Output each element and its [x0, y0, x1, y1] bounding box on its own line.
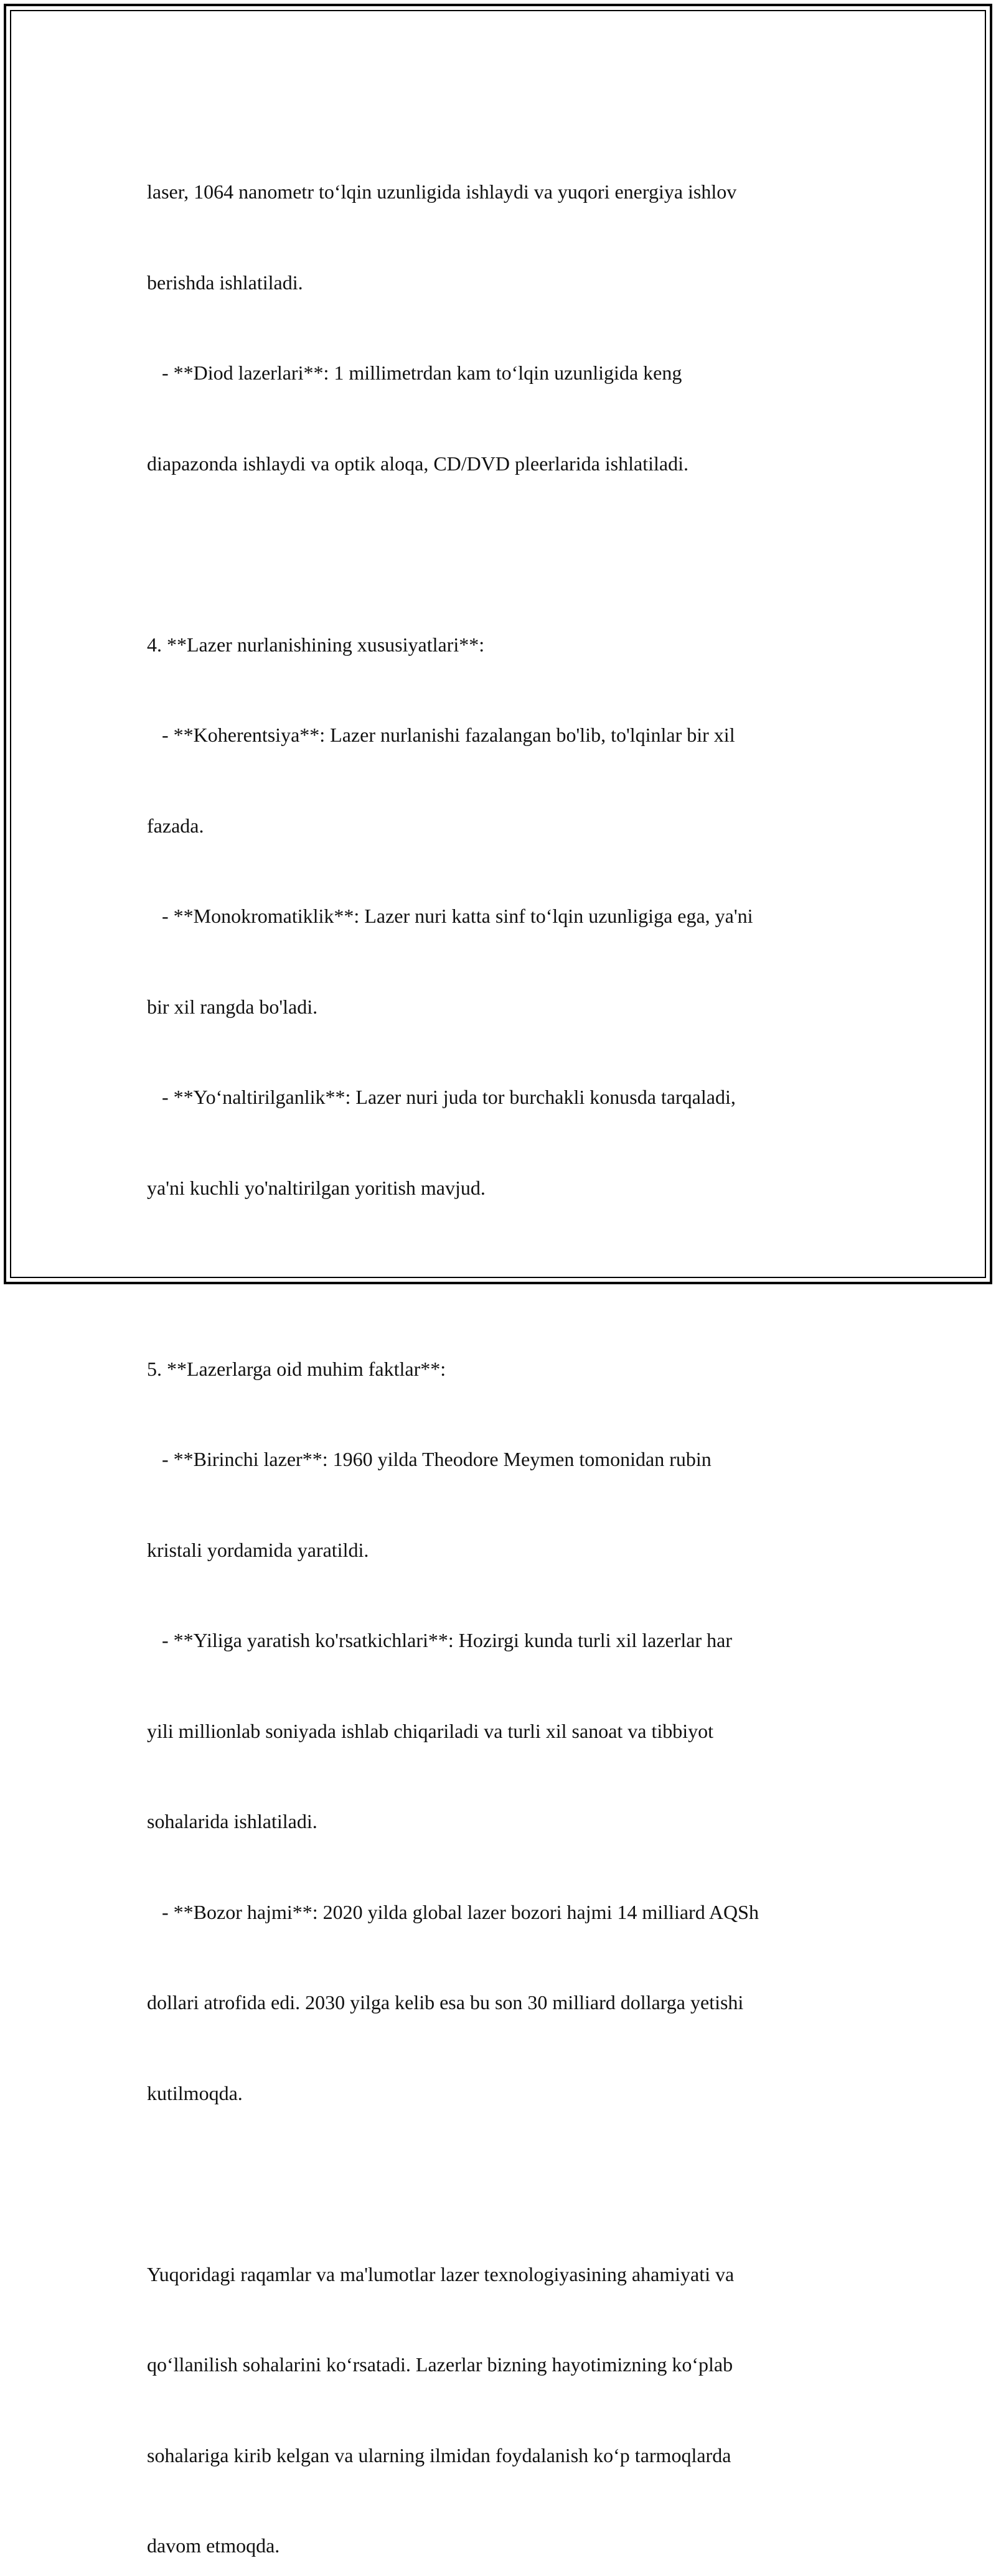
text-line: ya'ni kuchli yo'naltirilgan yoritish mavjud. — [147, 1176, 486, 1199]
conclusion-line: qo‘llanilish sohalarini ko‘rsatadi. Lazerlar bizning hayotimizning ko‘plab — [147, 2353, 733, 2376]
text-line: - **Monokromatiklik**: Lazer nuri katta sinf to‘lqin uzunligiga ega, ya'ni — [147, 905, 753, 927]
document-body — [147, 116, 857, 2576]
text-line: - **Yo‘naltirilganlik**: Lazer nuri juda tor burchakli konusda tarqaladi, — [147, 1086, 736, 1108]
conclusion-line: davom etmoqda. — [147, 2534, 280, 2557]
text-line: - **Bozor hajmi**: 2020 yilda global lazer bozori hajmi 14 milliard AQSh — [147, 1900, 759, 1923]
conclusion-line: sohalariga kirib kelgan va ularning ilmidan foydalanish ko‘p tarmoqlarda — [147, 2443, 731, 2466]
text-line: - **Yiliga yaratish ko'rsatkichlari**: Hozirgi kunda turli xil lazerlar har — [147, 1629, 733, 1651]
text-line: laser, 1064 nanometr to‘lqin uzunligida ishlaydi va yuqori energiya ishlov — [147, 180, 737, 203]
text-line: berishda ishlatiladi. — [147, 271, 303, 294]
text-line: - **Diod lazerlari**: 1 millimetrdan kam to‘lqin uzunligida keng — [147, 362, 682, 384]
section-heading-5: 5. **Lazerlarga oid muhim faktlar**: — [147, 1357, 446, 1380]
text-line: dollari atrofida edi. 2030 yilga kelib esa bu son 30 milliard dollarga yetishi — [147, 1991, 744, 2014]
blank-line — [147, 1263, 857, 1294]
text-line: diapazonda ishlaydi va optik aloqa, CD/DVD pleerlarida ishlatiladi. — [147, 452, 688, 475]
blank-line — [147, 539, 857, 569]
text-line: fazada. — [147, 814, 204, 837]
conclusion-line: Yuqoridagi raqamlar va ma'lumotlar lazer texnologiyasining ahamiyati va — [147, 2262, 735, 2285]
text-line: - **Birinchi lazer**: 1960 yilda Theodore Meymen tomonidan rubin — [147, 1448, 712, 1470]
text-line: bir xil rangda bo'ladi. — [147, 995, 318, 1018]
blank-line — [147, 2168, 857, 2199]
text-line: kutilmoqda. — [147, 2081, 243, 2104]
text-line: - **Koherentsiya**: Lazer nurlanishi fazalangan bo'lib, to'lqinlar bir xil — [147, 724, 735, 746]
text-line: yili millionlab soniyada ishlab chiqariladi va turli xil sanoat va tibbiyot — [147, 1719, 714, 1742]
text-line: sohalarida ishlatiladi. — [147, 1810, 317, 1832]
section-heading-4: 4. **Lazer nurlanishining xususiyatlari**: — [147, 633, 485, 656]
text-line: kristali yordamida yaratildi. — [147, 1538, 369, 1561]
